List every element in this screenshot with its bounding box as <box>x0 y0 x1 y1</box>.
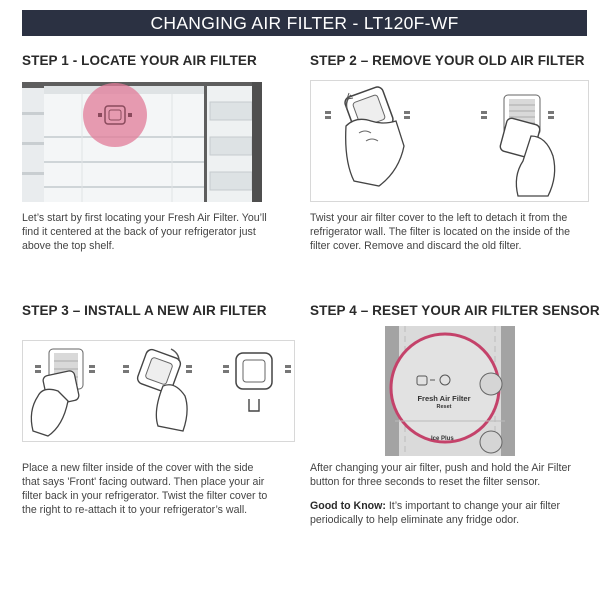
step-4-description <box>310 461 575 537</box>
air-filter-button-label <box>407 394 481 412</box>
air-filter-button-text: Fresh Air Filter <box>417 394 471 403</box>
step-2-title: STEP 2 – REMOVE YOUR OLD AIR FILTER <box>310 53 585 68</box>
step-1-title: STEP 1 - LOCATE YOUR AIR FILTER <box>22 53 257 68</box>
step-4-title: STEP 4 – RESET YOUR AIR FILTER SENSOR <box>310 303 600 318</box>
good-to-know <box>310 499 575 527</box>
step-4-text: After changing your air filter, push and hold the Air Filter button for three seconds to reset the filter sensor. <box>310 462 571 488</box>
filter-location-highlight <box>83 83 147 147</box>
step-2-description: Twist your air filter cover to the left to detach it from the refrigerator wall. The filter is located on the inside of the filter cover. Remove and discard the old filter. <box>310 212 571 252</box>
ice-plus-label: Ice Plus <box>431 436 454 442</box>
step-3-title: STEP 3 – INSTALL A NEW AIR FILTER <box>22 303 267 318</box>
step-1-description: Let’s start by first locating your Fresh Air Filter. You’ll find it centered at the back of your refrigerator just above the top shelf. <box>22 212 267 252</box>
good-to-know-label: Good to Know: <box>310 500 386 512</box>
fridge-interior-image <box>22 82 262 202</box>
page-header <box>22 10 587 36</box>
reset-text: Reset <box>436 404 452 410</box>
sensor-panel-image <box>385 326 515 456</box>
remove-filter-image <box>310 80 589 202</box>
page-title: CHANGING AIR FILTER - LT120F-WF <box>150 13 459 33</box>
good-to-know-text: It’s important to change your air filter periodically to help eliminate any fridge odor. <box>310 500 560 526</box>
step-3-description: Place a new filter inside of the cover with the side that says 'Front' facing outward. Then place your air filter back in your refrigerator. Twist the filter cover to the right to re-attach it to your refrigerator’s wall. <box>22 462 268 516</box>
install-filter-image <box>22 340 295 442</box>
